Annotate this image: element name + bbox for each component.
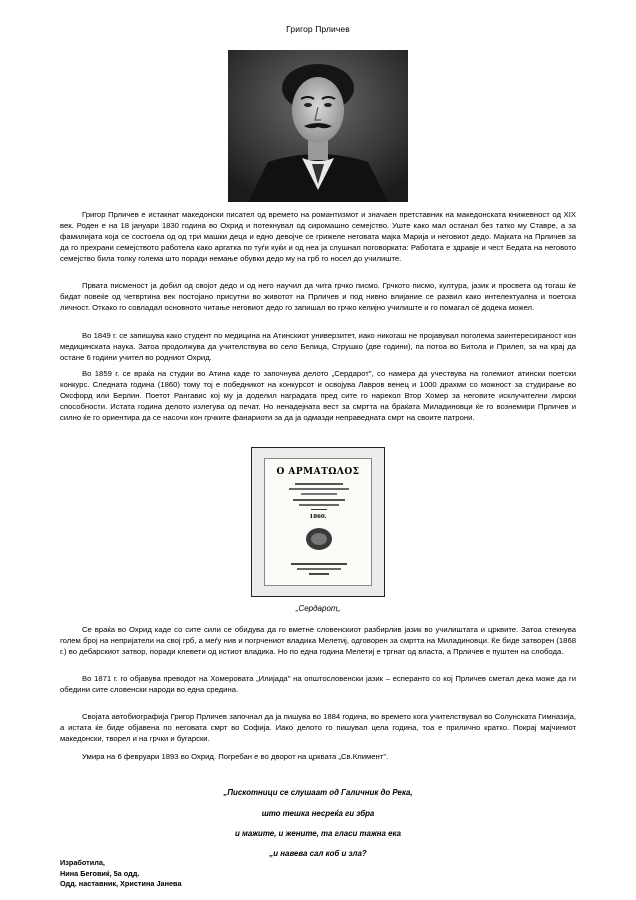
image-caption: „Сердарот„ <box>295 604 341 613</box>
portrait-illustration <box>228 50 408 202</box>
book-cover-ornaments <box>265 459 373 587</box>
poem-line-1: „Пискотници се слушаат од Галичник до Река, <box>223 788 413 797</box>
credits-teacher: Одд. наставник, Христина Јанева <box>60 879 182 888</box>
credits-block <box>60 858 182 890</box>
paragraph-serdarot: Во 1859 г. се враќа на студии во Атина каде го започнува делото „Сердарот", со намера да учествува на големиот атински поетски конкурс. Следната година (1860) тому тој е победникот на конкурсот и освојува Лавров венец и 1000 драхми со можност за студирање во Оксфорд или Берлин. Поетот Рангавис кој му ја доделил наградата пред сите го нарекол Втор Хомер за неговите исклучителни лирски способности. Истата година делото излегува од печат. Но ненадејната вест за смртта на браќата Миладиновци ќе го вознемири Прличев и силно ќе го ориентира да се насочи кон грчките фанариоти за да ја одмазди неправедната смрт на своите патрони. <box>60 369 576 422</box>
paragraph-iliad: Во 1871 г. го објавува преводот на Хомеровата „Илијада" на општословенски јазик – есперанто со кој Прличев сметал дека може да ги обедини сите словенски народи во една средина. <box>60 674 576 694</box>
paragraph-university: Во 1849 г. се запишува како студент по медицина на Атинскиот универзитет, иако никогаш не пројавувал поголема заинтересираност кон медицинската наука. Затоа продолжува да учителствува во село Белица, Струшко (две години), па потоа во Битола и Прилеп, за на крај да остане 6 години учител во родниот Охрид. <box>60 331 576 362</box>
book-cover-year: 1860. <box>309 514 327 520</box>
credits-author: Нина Беговиќ, 5а одд. <box>60 868 140 878</box>
book-cover-title: Ο ΑΡΜΑΤΩΛΟΣ <box>276 467 360 477</box>
book-cover-page <box>264 458 372 586</box>
paragraph-biography-intro: Григор Прличев е истакнат македонски писател од времето на романтизмот и значаен претставник на македонската книжевност од XIX век. Роден е на 18 јануари 1830 година во Охрид и потекнувал од сиромашно семејство. Уште како мал останал без татко му Ставре, а за фамилијата која се состоела од од три машки деца и едно девојче се грижеле неговата мајка Марија и неговиот дедо. Мајката на Прличев за да го прехрани семејството работела како аргатка по туѓи куќи и од неа ја слушнал поговорката: Работата е здравје и чест Бедата на неговото семејство била толку голема што поради немање обувки дедо му на грб го носел до училиште. <box>60 210 576 263</box>
paragraph-return-ohrid: Се враќа во Охрид каде со сите сили се обидува да го вметне словенскиот разбирлив јазик во училиштата и црквите. Затоа стекнува голем број на непријатели на свој грб, а меѓу нив и погрчениот владика Мелетиј, одговорен за смртта на Миладиновци. Ќе биде затворен (1868 г.) во дебарскиот затвор, поради клевети од истиот владика. Но по една година Мелетиј е тргнат од власта, а Прличев е пуштен на слобода. <box>60 625 576 656</box>
portrait-photo <box>228 50 408 202</box>
paragraph-education: Првата писменост ја добил од својот дедо и од него научил да чита грчко писмо. Грчкото писмо, култура, јазик и просвета од тогаш ќе бидат повеќе од четвртина век постојано присутни во животот на Прличев и под нивно влијание се развил како интелектуална и поетска личност. Откако го совладал основното читање неговиот дедо го запишал во грчко келијно училиште и го помагал сè додека можел. <box>60 281 576 312</box>
paragraph-autobiography: Својата автобиографија Григор Прличев започнал да ја пишува во 1884 година, во времето кога учителствувал во Солунската Гимназија, а истата ќе биде објавена по неговата смрт во Софија. Иако делото го пишувал цела година, тоа е прилично кратко. Покрај мајчиниот македонски, творел и на грчки и бугарски. <box>60 712 576 743</box>
book-cover-image <box>251 447 385 597</box>
credits-made-by: Изработила, <box>60 858 105 867</box>
document-title: Григор Прличев <box>286 24 350 34</box>
poem-line-4: „и навева сал коб и зла? <box>269 849 367 858</box>
poem-line-3: и мажите, и жените, та гласи тажна ека <box>235 829 401 838</box>
poem-line-2: што тешка несреќа ги збра <box>261 809 375 818</box>
paragraph-death: Умира на 6 февруари 1893 во Охрид. Погребан е во дворот на црквата „Св.Климент". <box>82 752 389 761</box>
